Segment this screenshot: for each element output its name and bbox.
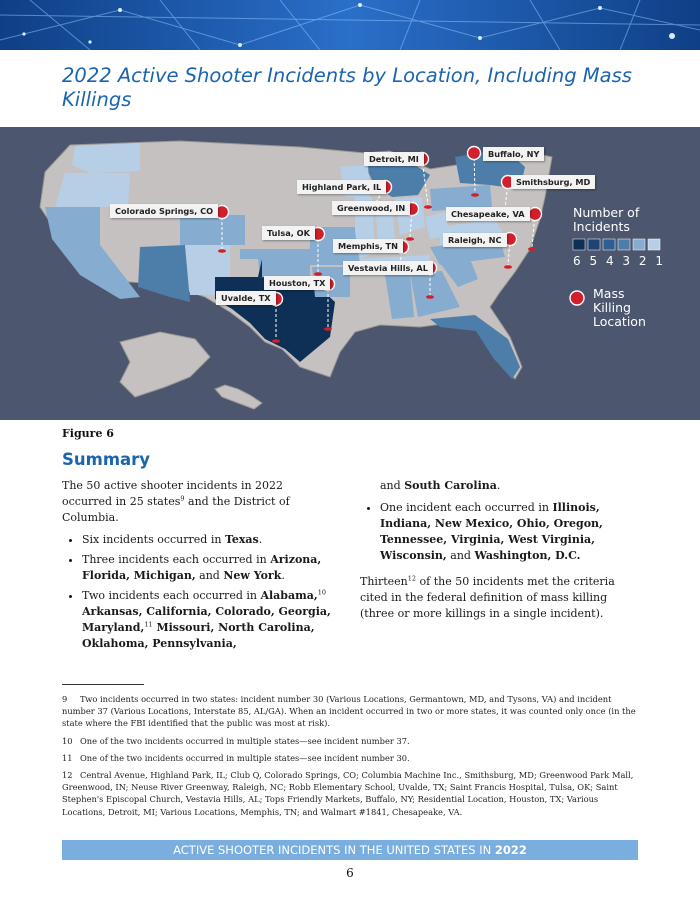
page-title: 2022 Active Shooter Incidents by Location, Including Mass Killings [62,64,632,111]
state-florida [430,315,520,379]
section-heading: Summary [62,450,151,469]
callout-uvalde: Uvalde, TX [216,291,276,305]
footnote-divider [62,684,144,685]
legend-swatches [573,239,660,250]
state-washington [72,143,140,173]
footnote: 11 One of the two incidents occurred in multiple states—see incident number 30. [62,752,410,763]
legend-title: Number of Incidents [573,205,640,234]
footnote: 10 One of the two incidents occurred in multiple states—see incident number 37. [62,735,410,746]
state-arizona [138,245,190,302]
callout-smithsburg: Smithsburg, MD [511,175,595,189]
footnote: 12 Central Avenue, Highland Park, IL; Club Q, Colorado Springs, CO; Columbia Machine Inc., Smithsburg, MD; Greenwood Park Mall, Greenwood, IN; Neuse River Greenway, Raleigh, NC; Robb Elementary School, Uvalde, TX; Saint Francis Hospital, Tulsa, OK; Saint Stephen's Episcopal Church, Vestavia Hills, AL; Tops Friendly Markets, Buffalo, NY; Residential Location, Houston, TX; Various Locations, Detroit, MI; Various Locations, Memphis, TN; and Walmart #1841, Chesapeake, VA. [62,770,634,817]
map-panel [0,127,700,420]
intro-paragraph: The 50 active shooter incidents in 2022 occurred in 25 states$^9$ and the District of Columbia. [62,479,290,524]
header-banner [0,0,700,50]
body-column-left [62,478,332,656]
network-graphic [0,0,700,50]
callout-highland-park: Highland Park, IL [297,180,386,194]
list-item: • Two incidents each occurred in Alabama,$^{10}$ Arkansas, California, Colorado, Georgia, Maryland,$^{11}$ Missouri, North Carolina, Oklahoma, Pennsylvania, [82,588,332,652]
bullet-list [62,532,332,652]
legend-marker [570,291,584,305]
footer-bar: ACTIVE SHOOTER INCIDENTS IN THE UNITED STATES IN 2022 [62,840,638,860]
legend-value: 3 [622,254,631,268]
legend-value: 4 [605,254,614,268]
list-item-continued: and South Carolina. [380,479,501,492]
callout-detroit: Detroit, MI [364,152,424,166]
mass-killing-paragraph: Thirteen$^{12}$ of the 50 incidents met the criteria cited in the federal definition of mass killing (three or more killings in a single incident). [360,574,615,620]
list-item: • Three incidents each occurred in Arizona, Florida, Michigan, and New York. [82,552,332,584]
footnote: 9 Two incidents occurred in two states: incident number 30 (Various Locations, Germantown, MD, and Tysons, VA) and incident number 37 (Various Locations, Interstate 85, AL/GA). When an incident occurred in two or more states, it was counted only once (in the state where the FBI identified that the public was most at risk). [62,694,636,729]
legend-value: 2 [638,254,647,268]
body-column-right [360,478,635,628]
footnotes [62,693,642,823]
callout-vestavia-hills: Vestavia Hills, AL [343,261,433,275]
callout-greenwood: Greenwood, IN [332,201,410,215]
list-item: • One incident each occurred in Illinois, Indiana, New Mexico, Ohio, Oregon, Tennessee, Virginia, West Virginia, Wisconsin, and Washington, D.C. [380,500,635,564]
figure-label: Figure 6 [62,427,114,440]
bullet-list [360,500,635,564]
legend-value: 6 [573,254,581,268]
list-item: • Six incidents occurred in Texas. [82,532,332,548]
legend-value: 1 [655,254,663,268]
page-number: 6 [346,866,354,880]
callout-tulsa: Tulsa, OK [262,226,315,240]
callout-buffalo: Buffalo, NY [483,147,544,161]
callout-houston: Houston, TX [264,276,330,290]
marker-chesapeake [529,208,542,221]
legend-mass-killing-label: Mass Killing Location [593,286,646,329]
callout-raleigh: Raleigh, NC [443,233,507,247]
callout-chesapeake: Chesapeake, VA [446,207,530,221]
state-oregon [55,173,130,207]
callout-memphis: Memphis, TN [333,239,403,253]
legend-scale [573,254,663,268]
legend-value: 5 [589,254,598,268]
state-colorado [180,215,245,245]
callout-colorado-springs: Colorado Springs, CO [110,204,218,218]
state-hawaii [215,385,262,409]
state-alaska [120,332,210,397]
marker-buffalo [468,147,481,160]
